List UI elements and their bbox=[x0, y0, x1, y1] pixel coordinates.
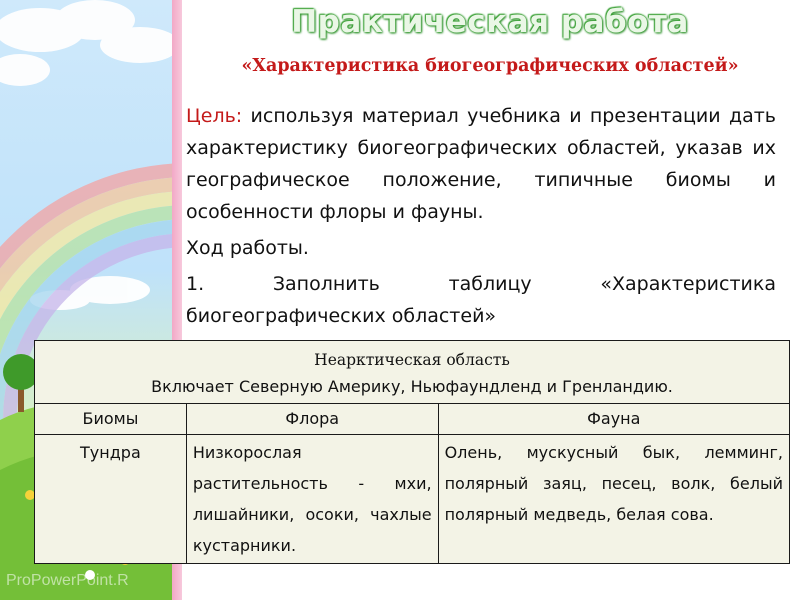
cell-fauna: Олень, мускусный бык, лемминг, полярный заяц, песец, волк, белый полярный медведь, белая сова. bbox=[438, 435, 789, 564]
region-name: Неарктическая область bbox=[314, 351, 510, 369]
watermark-text: ProPowerPoint.R bbox=[6, 572, 129, 589]
biogeography-table bbox=[34, 340, 790, 564]
cell-biome: Тундра bbox=[35, 435, 187, 564]
page-subtitle: «Характеристика биогеографических областей» bbox=[241, 56, 739, 76]
step-1-text: 1. Заполнить таблицу «Характеристика биогеографических областей» bbox=[186, 273, 776, 327]
assignment-text bbox=[186, 100, 776, 336]
column-header-flora: Флора bbox=[186, 404, 438, 435]
goal-label: Цель: bbox=[186, 105, 243, 127]
table-row bbox=[35, 435, 790, 564]
table-header-row bbox=[35, 404, 790, 435]
region-cell bbox=[35, 341, 790, 404]
column-header-fauna: Фауна bbox=[438, 404, 789, 435]
column-header-biomes: Биомы bbox=[35, 404, 187, 435]
progress-heading: Ход работы. bbox=[186, 237, 309, 259]
cell-flora: Низкорослая растительность - мхи, лишайники, осоки, чахлые кустарники. bbox=[186, 435, 438, 564]
page-title: Практическая работа bbox=[291, 4, 689, 40]
region-description: Включает Северную Америку, Ньюфаундленд и Гренландию. bbox=[151, 377, 673, 396]
table-region-row bbox=[35, 341, 790, 404]
goal-paragraph bbox=[186, 100, 776, 228]
goal-text: используя материал учебника и презентации дать характеристику биогеографических областей, указав их географическое положение, типичные биомы и особенности флоры и фауны. bbox=[186, 105, 776, 223]
